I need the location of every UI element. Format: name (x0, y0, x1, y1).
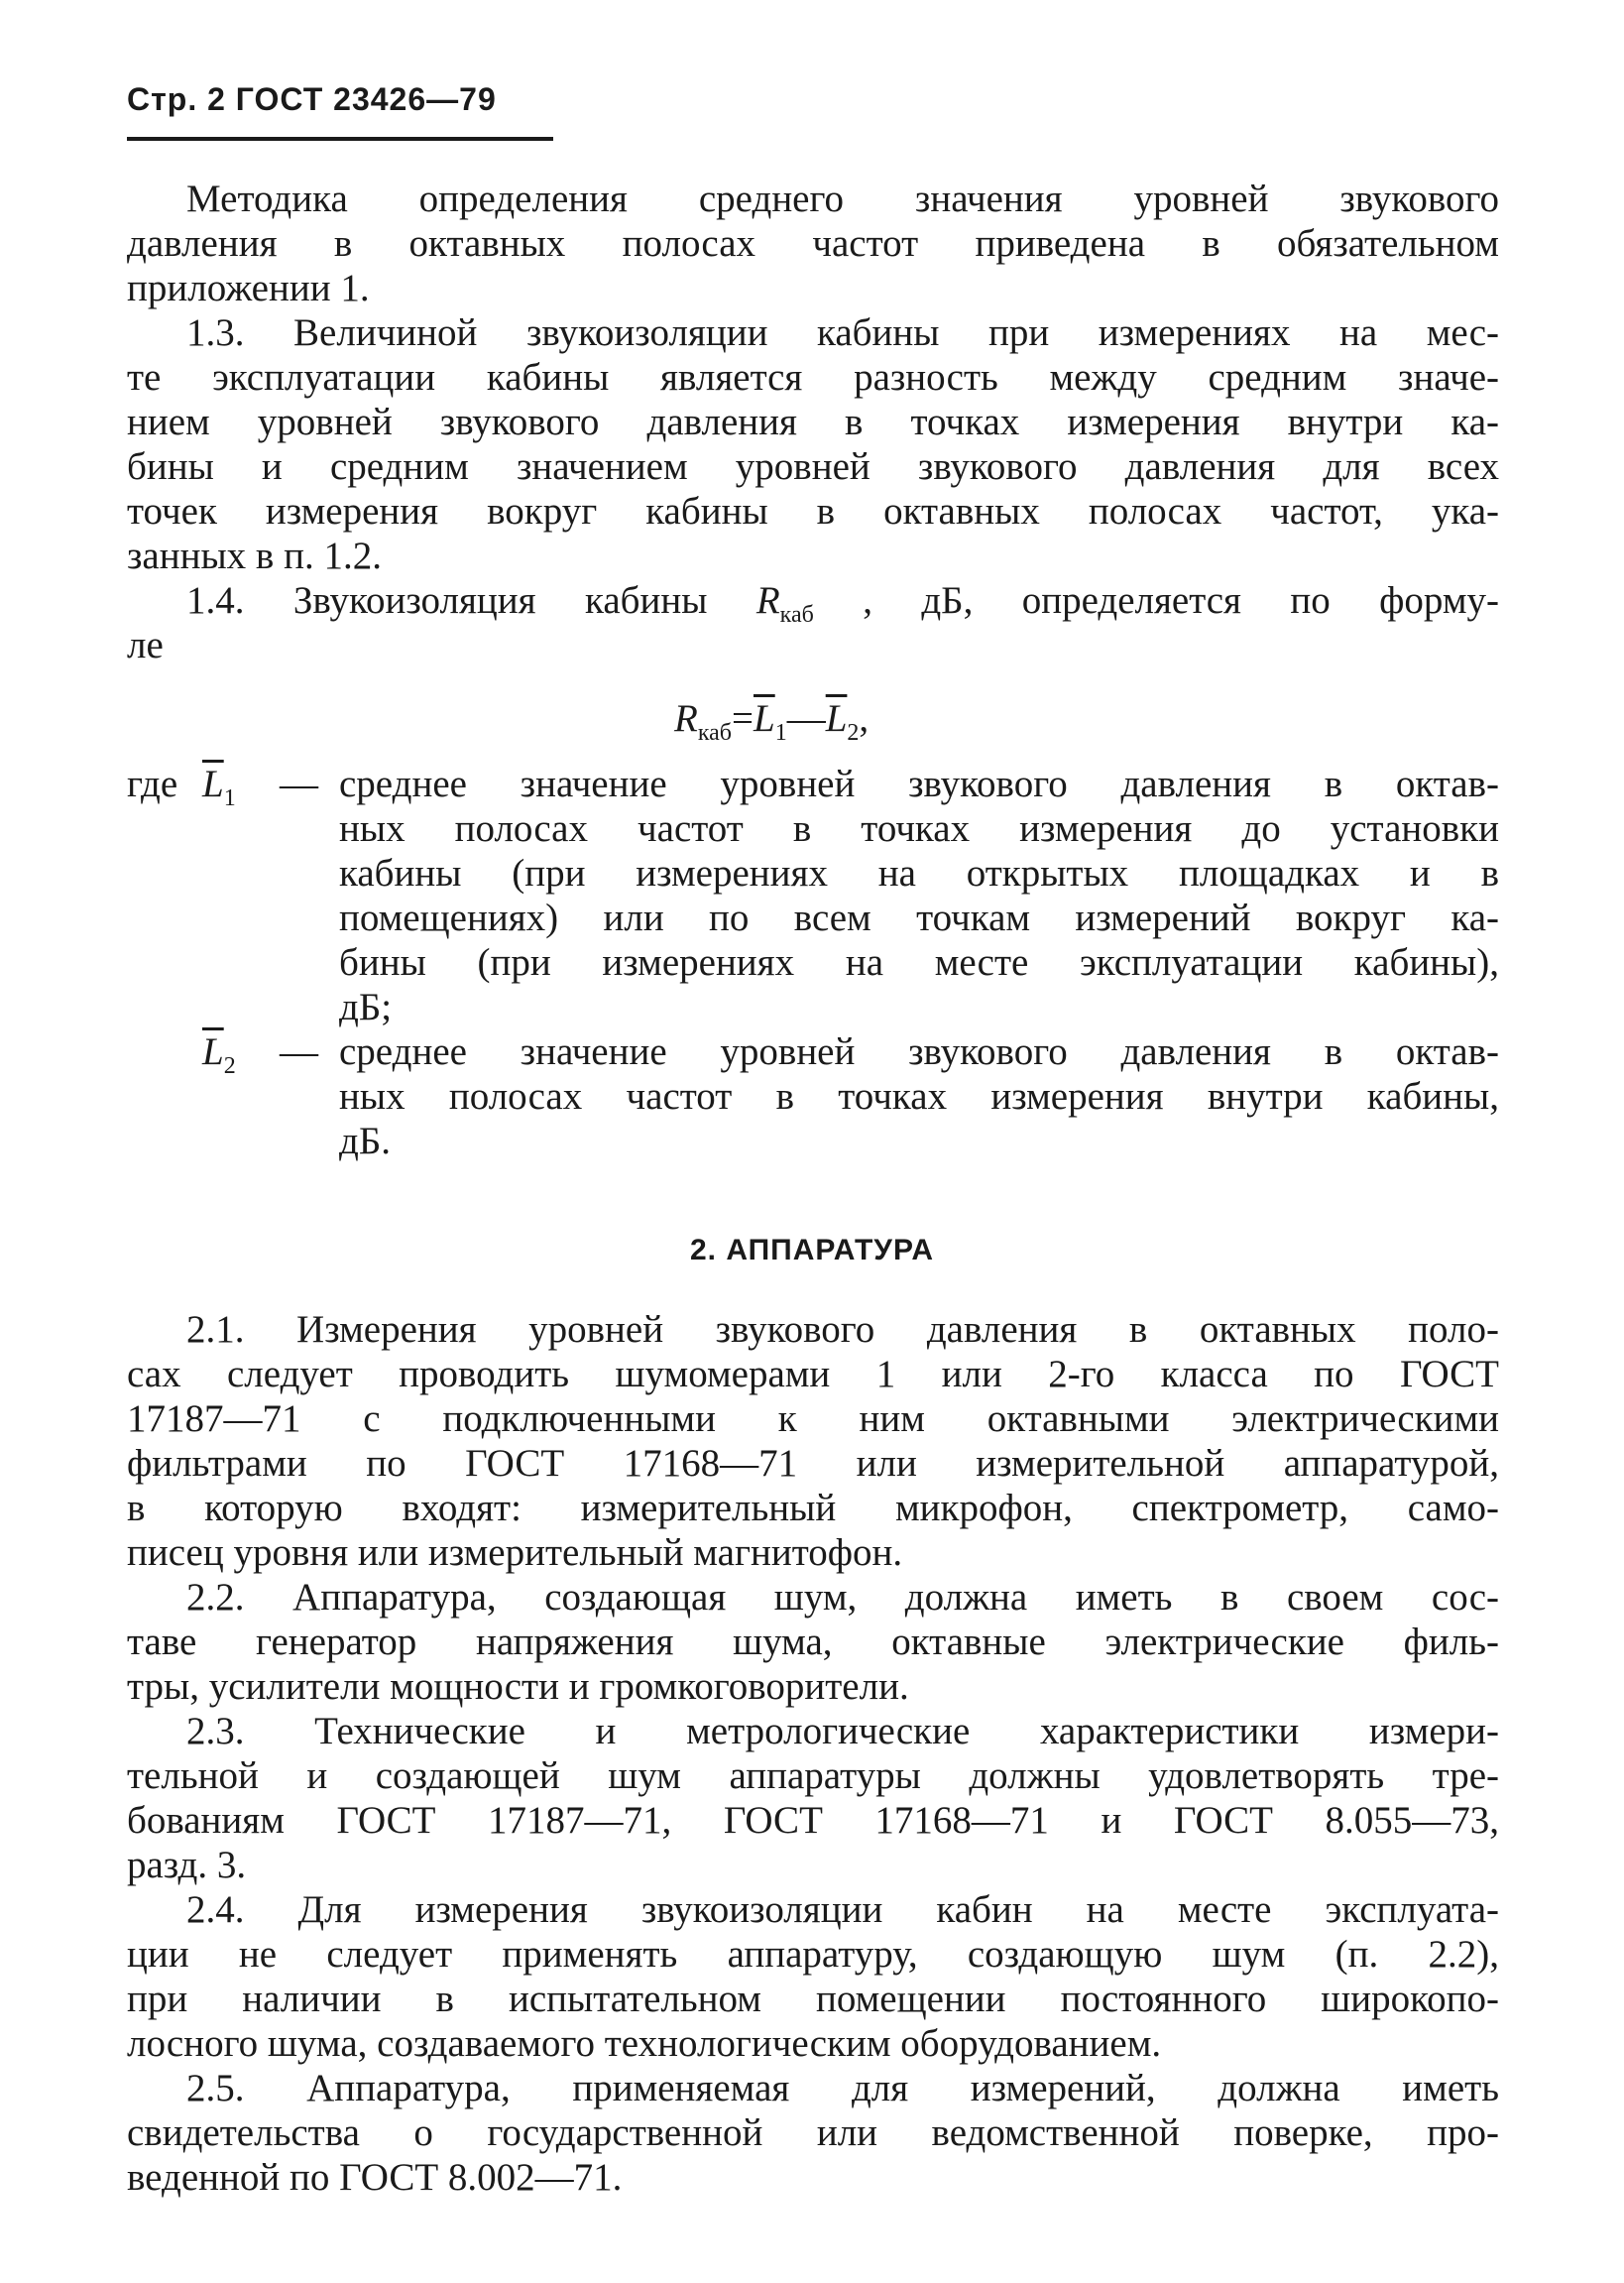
L1-def-line: ных полосах частот в точках измерения до установки (339, 807, 1499, 850)
L2-symbol: $\overline{L}_2$ (202, 1030, 236, 1079)
p13-line: точек измерения вокруг кабины в октавных полосах частот, ука- (127, 490, 1499, 533)
p23-line: разд. 3. (127, 1844, 247, 1886)
page-header: Стр. 2 ГОСТ 23426—79 (127, 81, 497, 117)
L1-def-line: бины (при измерениях на месте эксплуатации кабины), (339, 941, 1499, 984)
L2-def-line: среднее значение уровней звукового давления в октав- (339, 1030, 1499, 1073)
header-underline (127, 137, 553, 141)
section-title: 2. АППАРАТУРА (690, 1234, 934, 1266)
p21-line: 2.1. Измерения уровней звукового давления в октавных поло- (186, 1308, 1499, 1351)
p23-line: бованиям ГОСТ 17187—71, ГОСТ 17168—71 и ГОСТ 8.055—73, (127, 1799, 1499, 1842)
p25-line: свидетельства о государственной или ведомственной поверке, про- (127, 2111, 1499, 2154)
p23-line: 2.3. Технические и метрологические характеристики измери- (186, 1710, 1499, 1752)
p13-line: нием уровней звукового давления в точках измерения внутри ка- (127, 401, 1499, 443)
p13-line: занных в п. 1.2. (127, 535, 382, 577)
p24-line: ции не следует применять аппаратуру, создающую шум (п. 2.2), (127, 1933, 1499, 1976)
p22-line: тры, усилители мощности и громкоговорители. (127, 1665, 909, 1708)
p13-line: те эксплуатации кабины является разность между средним значе- (127, 356, 1499, 399)
p21-line: в которую входят: измерительный микрофон, спектрометр, само- (127, 1487, 1499, 1529)
p13-line: бины и средним значением уровней звукового давления для всех (127, 445, 1499, 488)
intro-line: приложении 1. (127, 267, 370, 309)
p22-line: 2.2. Аппаратура, создающая шум, должна иметь в своем сос- (186, 1576, 1499, 1619)
p25-line: 2.5. Аппаратура, применяемая для измерений, должна иметь (186, 2067, 1499, 2109)
p24-line: лосного шума, создаваемого технологическим оборудованием. (127, 2022, 1162, 2065)
L1-symbol: $\overline{L}_1$ (202, 763, 236, 811)
p25-line: веденной по ГОСТ 8.002—71. (127, 2156, 623, 2199)
p24-line: при наличии в испытательном помещении постоянного широкопо- (127, 1978, 1499, 2020)
p21-line: писец уровня или измерительный магнитофон. (127, 1531, 903, 1574)
L2-dash: — (280, 1030, 318, 1073)
formula: $R_{каб}=\overline{L}_1—\overline{L}_2$, (674, 697, 870, 746)
intro-line: Методика определения среднего значения уровней звукового (186, 178, 1499, 220)
intro-line: давления в октавных полосах частот приведена в обязательном (127, 222, 1499, 265)
L1-def-line: дБ; (339, 986, 393, 1028)
p14-line: ле (127, 624, 164, 666)
p21-line: фильтрами по ГОСТ 17168—71 или измерительной аппаратурой, (127, 1442, 1499, 1485)
p21-line: 17187—71 с подключенными к ним октавными электрическими (127, 1397, 1499, 1440)
p23-line: тельной и создающей шум аппаратуры должны удовлетворять тре- (127, 1754, 1499, 1797)
L2-def-line: дБ. (339, 1120, 391, 1162)
p21-line: сах следует проводить шумомерами 1 или 2-го класса по ГОСТ (127, 1353, 1499, 1395)
L1-def-line: кабины (при измерениях на открытых площадках и в (339, 852, 1499, 895)
p13-line: 1.3. Величиной звукоизоляции кабины при измерениях на мес- (186, 311, 1499, 354)
p24-line: 2.4. Для измерения звукоизоляции кабин на месте эксплуата- (186, 1888, 1499, 1931)
L2-def-line: ных полосах частот в точках измерения внутри кабины, (339, 1075, 1499, 1118)
L1-def-line: среднее значение уровней звукового давления в октав- (339, 763, 1499, 805)
p22-line: таве генератор напряжения шума, октавные электрические филь- (127, 1621, 1499, 1663)
p14-line: 1.4. Звукоизоляция кабины $R_{каб}$ , дБ, определяется по форму- (186, 579, 1499, 628)
L1-dash: — (280, 763, 318, 805)
where-label: где (127, 763, 178, 805)
L1-def-line: помещениях) или по всем точкам измерений вокруг ка- (339, 897, 1499, 939)
